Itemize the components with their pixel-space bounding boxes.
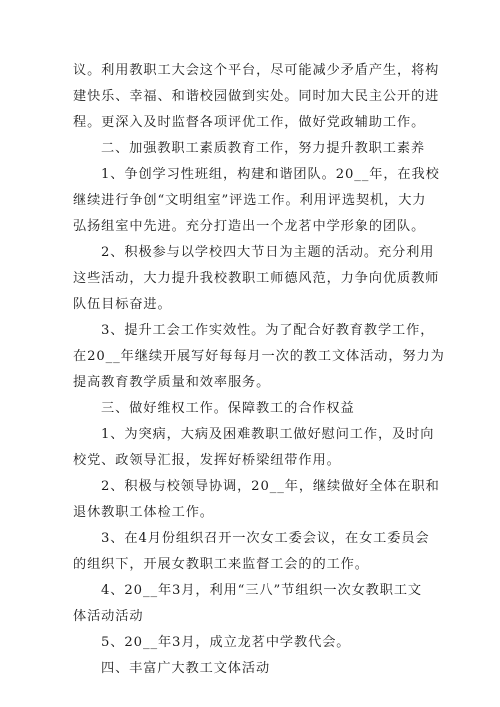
text-line: 这些活动，大力提升我校教职工师德风范，力争向优质教师 bbox=[73, 271, 440, 286]
text-line: 校党、政领导汇报，发挥好桥梁纽带作用。 bbox=[73, 453, 341, 468]
text-line: 2、积极与校领导协调，20__年，继续做好全体在职和 bbox=[101, 479, 440, 494]
text-line: 4、20__年3月，利用“三八”节组织一次女教职工文 bbox=[101, 583, 423, 598]
text-line: 队伍目标奋进。 bbox=[73, 297, 172, 312]
text-line: 的组织下，开展女教职工来监督工会的的工作。 bbox=[73, 557, 369, 572]
text-line: 3、在4月份组织召开一次女工委会议，在女工委员会 bbox=[101, 531, 430, 546]
text-line: 1、为突病，大病及困难教职工做好慰问工作，及时向 bbox=[101, 427, 435, 442]
text-line: 体活动活动 bbox=[73, 609, 144, 624]
text-line: 程。更深入及时监督各项评优工作，做好党政辅助工作。 bbox=[73, 115, 426, 130]
text-line: 继续进行争创“文明组室”评选工作。利用评选契机，大力 bbox=[73, 193, 427, 208]
text-line: 在20__年继续开展写好每每月一次的教工文体活动，努力为 bbox=[73, 349, 445, 364]
text-line: 3、提升工会工作实效性。为了配合好教育教学工作， bbox=[101, 323, 435, 338]
text-line: 退休教职工体检工作。 bbox=[73, 505, 214, 520]
text-line: 2、积极参与以学校四大节日为主题的活动。充分利用 bbox=[101, 245, 435, 260]
text-line: 弘扬组室中先进。充分打造出一个龙茗中学形象的团队。 bbox=[73, 219, 426, 234]
section-heading: 四、丰富广大教工文体活动 bbox=[101, 661, 271, 676]
text-line: 5、20__年3月，成立龙茗中学教代会。 bbox=[101, 635, 351, 650]
text-line: 议。利用教职工大会这个平台，尽可能减少矛盾产生，将构 bbox=[73, 63, 440, 78]
text-line: 提高教育教学质量和效率服务。 bbox=[73, 375, 271, 390]
section-heading: 二、加强教职工素质教育工作，努力提升教职工素养 bbox=[101, 141, 426, 156]
text-line: 建快乐、幸福、和谐校园做到实处。同时加大民主公开的进 bbox=[73, 89, 440, 104]
text-line: 1、争创学习性班组，构建和谐团队。20__年，在我校 bbox=[101, 167, 440, 182]
section-heading: 三、做好维权工作。保障教工的合作权益 bbox=[101, 401, 355, 416]
